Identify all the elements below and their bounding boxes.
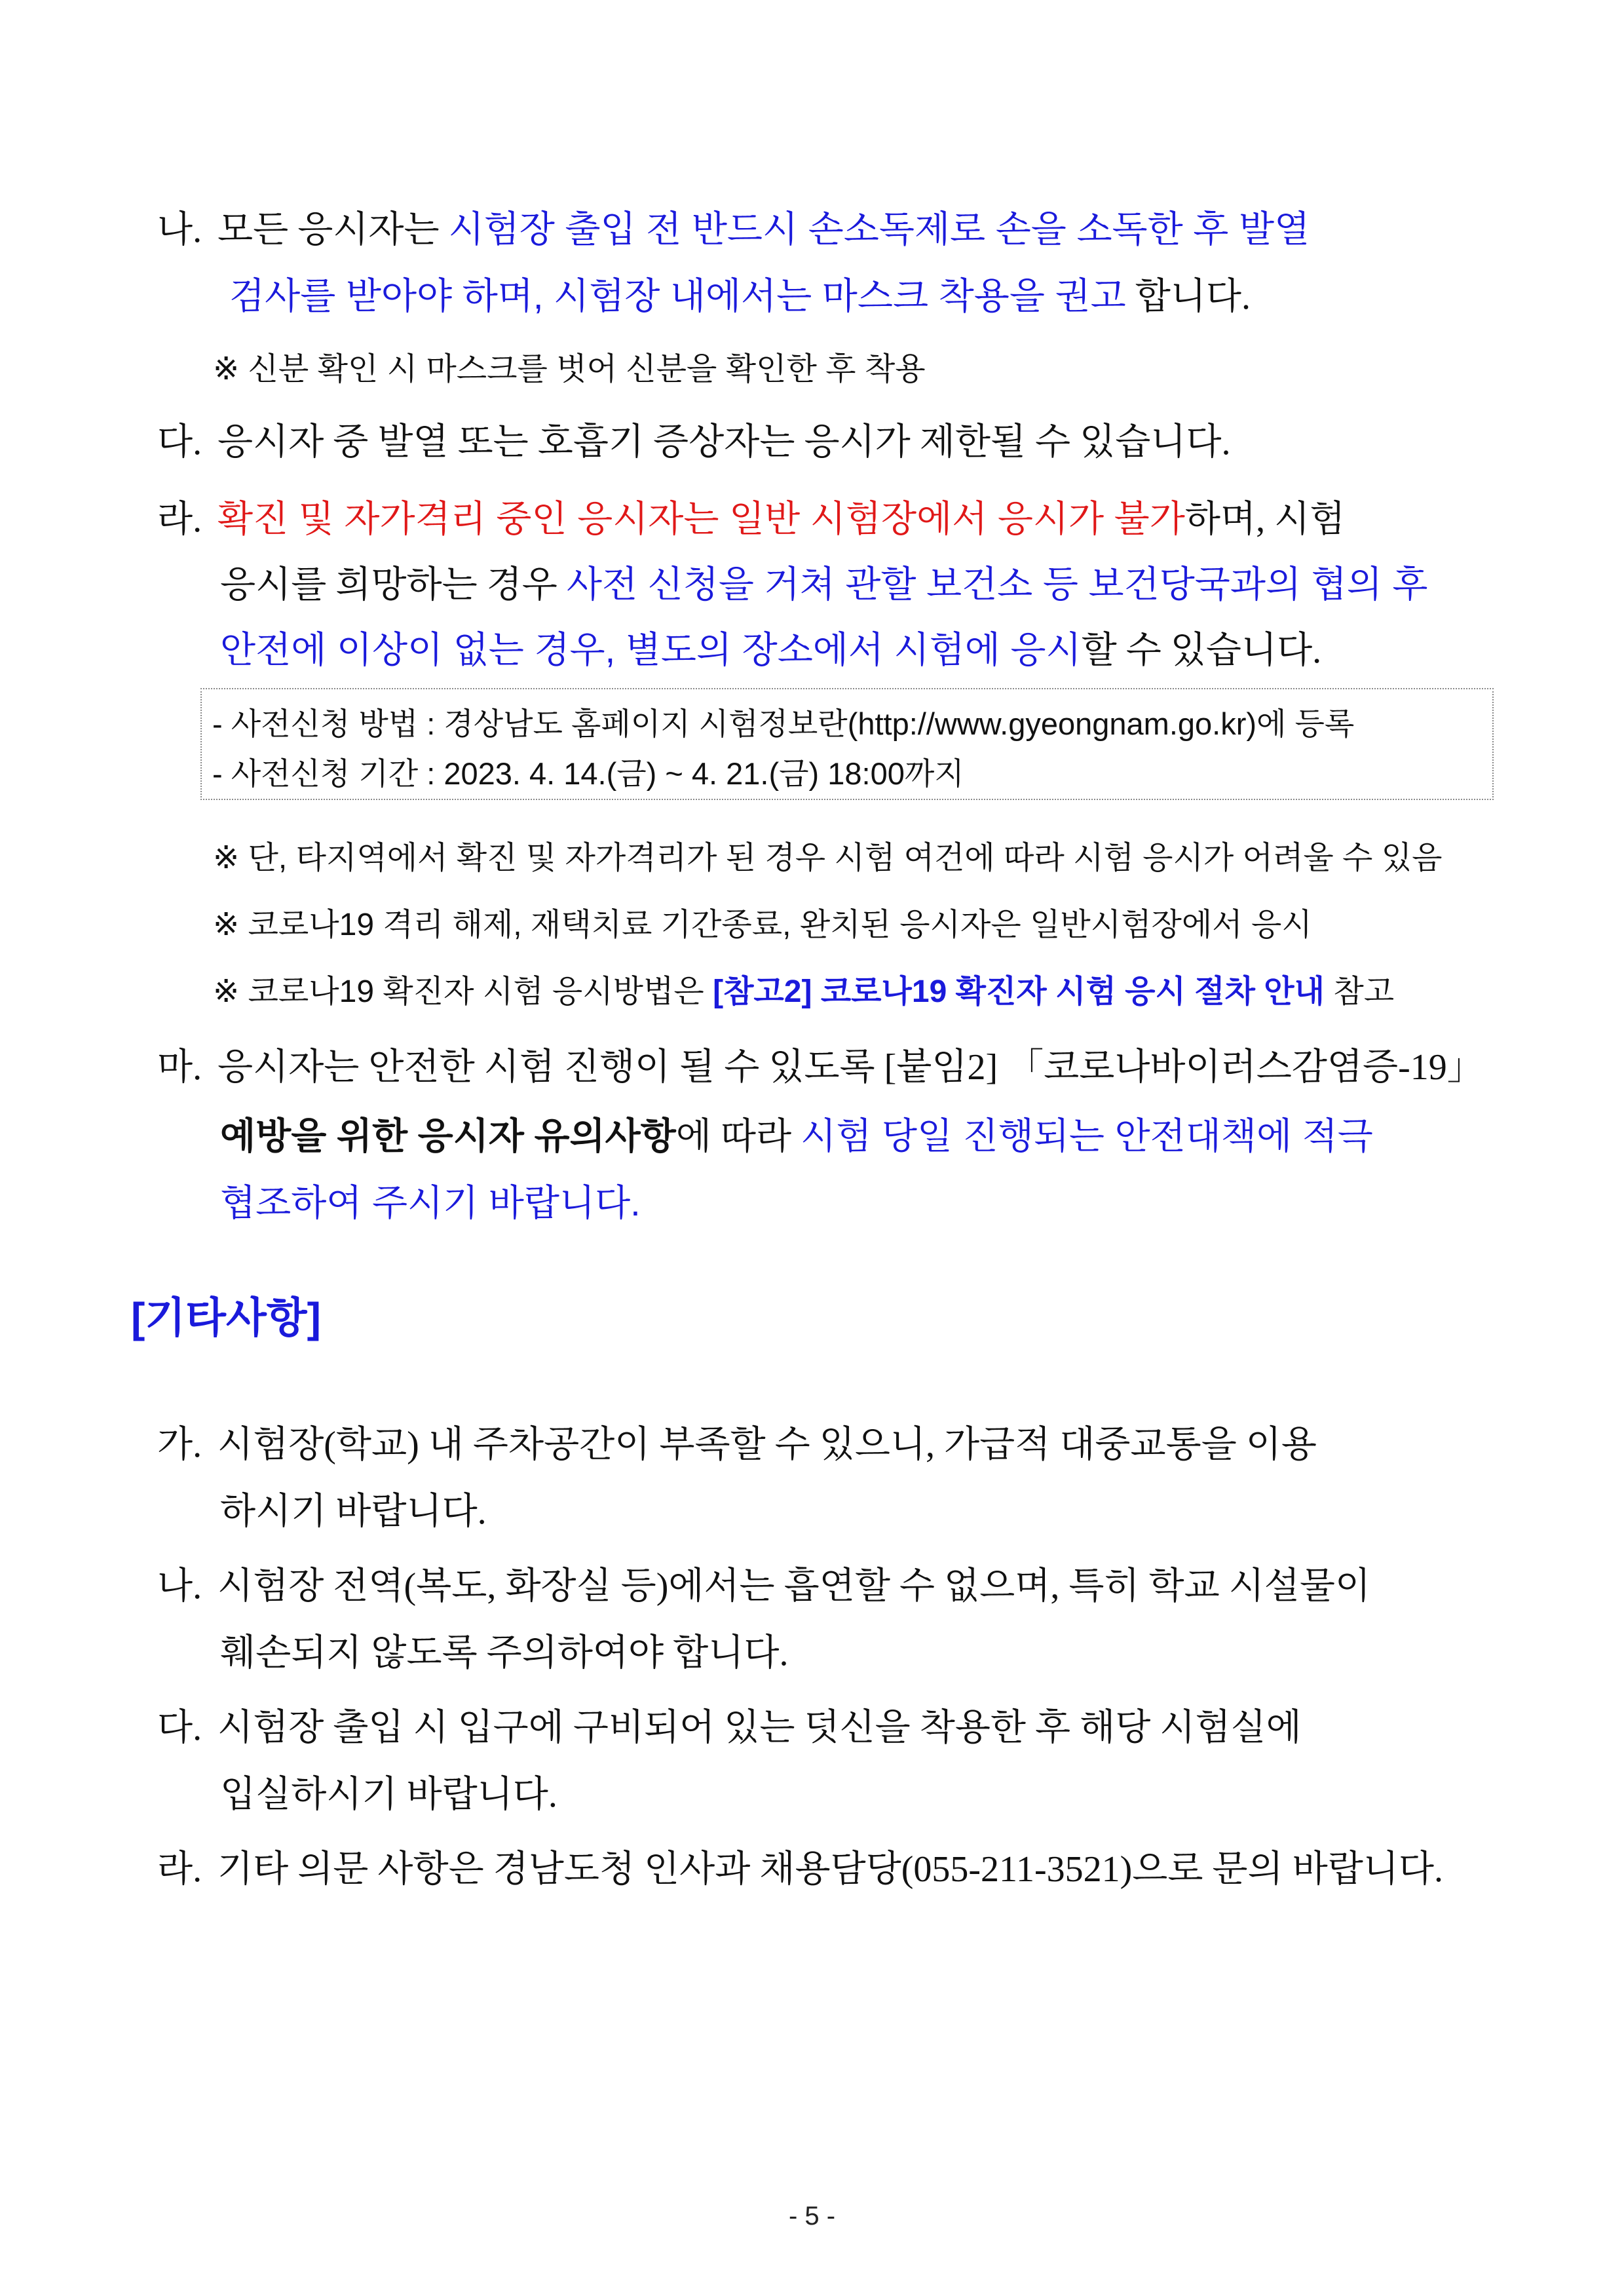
- item-na-highlight: 시험장 출입 전 반드시 손소독제로 손을 소독한 후 발열: [448, 208, 1310, 250]
- item-na-text: 모든 응시자는: [217, 210, 449, 250]
- reference-link-text: [참고2] 코로나19 확진자 시험 응시 절차 안내: [713, 974, 1325, 1009]
- etc-ra-text: 기타 의문 사항은 경남도청 인사과 채용담당(055-211-3521)으로 문의 바랍니다.: [217, 1849, 1444, 1890]
- item-ma-line1: [157, 1038, 1484, 1090]
- etc-na-line2: 훼손되지 않도록 주의하여야 합니다.: [220, 1633, 789, 1674]
- item-na-highlight-cont: 검사를 받아야 하며, 시험장 내에서는 마스크 착용을 권고: [229, 275, 1126, 316]
- registration-period: - 사전신청 기간 : 2023. 4. 14.(금) ~ 4. 21.(금) 18:00까지: [212, 756, 964, 791]
- item-ra-highlight-cont: 안전에 이상이 없는 경우, 별도의 장소에서 시험에 응시: [220, 629, 1082, 670]
- etc-da-line2: 입실하시기 바랍니다.: [220, 1774, 557, 1815]
- item-ra-text: 하며, 시험: [1184, 499, 1346, 540]
- item-marker: 나.: [157, 1566, 202, 1607]
- etc-na-text: 시험장 전역(복도, 화장실 등)에서는 흡연할 수 없으며, 특히 학교 시설물이: [217, 1566, 1371, 1607]
- registration-method: - 사전신청 방법 : 경상남도 홈페이지 시험정보란(http://www.gyeongnam.go.kr)에 등록: [212, 706, 1355, 741]
- etc-ga-line2: 하시기 바랍니다.: [220, 1491, 487, 1532]
- item-ra-note-1: ※ 단, 타지역에서 확진 및 자가격리가 된 경우 시험 여건에 따라 시험 응시가 어려울 수 있음: [213, 841, 1443, 875]
- item-ra-highlight: 사전 신청을 거쳐 관할 보건소 등 보건당국과의 협의 후: [566, 564, 1428, 605]
- item-marker: 나.: [157, 210, 202, 250]
- etc-na-line1: [157, 1557, 1370, 1609]
- page-number: - 5 -: [788, 2202, 836, 2230]
- item-ma-line2: [220, 1107, 1373, 1160]
- etc-da-line1: [157, 1698, 1302, 1751]
- item-na-text-end: 합니다.: [1125, 277, 1251, 317]
- item-da-text: 응시자 중 발열 또는 호흡기 증상자는 응시가 제한될 수 있습니다.: [217, 422, 1231, 463]
- item-marker: 라.: [157, 499, 202, 540]
- etc-ga-text: 시험장(학교) 내 주차공간이 부족할 수 있으니, 가급적 대중교통을 이용: [217, 1425, 1317, 1465]
- item-ma-line3: [220, 1174, 641, 1227]
- item-ra-note-2: ※ 코로나19 격리 해제, 재택치료 기간종료, 완치된 응시자은 일반시험장에서 응시: [213, 908, 1312, 942]
- note-text-end: 참고: [1325, 974, 1395, 1009]
- item-ma-text: 에 따라: [675, 1117, 801, 1157]
- item-ra-text-end: 할 수 있습니다.: [1081, 630, 1322, 671]
- item-ra-line1: [157, 490, 1345, 543]
- item-da-line: [157, 413, 1231, 465]
- section-title: [기타사항]: [131, 1294, 321, 1341]
- item-ma-highlight: 시험 당일 진행되는 안전대책에 적극: [801, 1115, 1373, 1157]
- item-ma-highlight-cont: 협조하여 주시기 바랍니다.: [220, 1182, 641, 1223]
- item-ma-text: 응시자는 안전한 시험 진행이 될 수 있도록 [붙임2] 「코로나바이러스감염증-19」: [217, 1047, 1484, 1088]
- item-ra-text: 응시를 희망하는 경우: [220, 565, 567, 605]
- item-marker: 마.: [157, 1047, 202, 1088]
- etc-da-text: 시험장 출입 시 입구에 구비되어 있는 덧신을 착용한 후 해당 시험실에: [217, 1708, 1302, 1748]
- item-ra-warning: 확진 및 자가격리 중인 응시자는 일반 시험장에서 응시가 불가: [217, 498, 1185, 539]
- item-marker: 가.: [157, 1425, 202, 1465]
- item-marker: 다.: [157, 422, 202, 463]
- item-ra-note-3: [213, 966, 1394, 1011]
- etc-ra-line1: [157, 1840, 1443, 1892]
- item-na-line1: [157, 201, 1310, 253]
- item-na-line2: [229, 267, 1251, 320]
- item-na-note: ※ 신분 확인 시 마스크를 벗어 신분을 확인한 후 착용: [213, 352, 926, 387]
- item-marker: 라.: [157, 1849, 202, 1890]
- item-ra-line2: [220, 556, 1427, 608]
- etc-ga-line1: [157, 1415, 1317, 1468]
- item-marker: 다.: [157, 1708, 202, 1748]
- note-text: ※ 코로나19 확진자 시험 응시방법은: [213, 974, 713, 1009]
- item-ra-line3: [220, 621, 1321, 674]
- item-ma-bold-title: 예방을 위한 응시자 유의사항: [220, 1115, 676, 1157]
